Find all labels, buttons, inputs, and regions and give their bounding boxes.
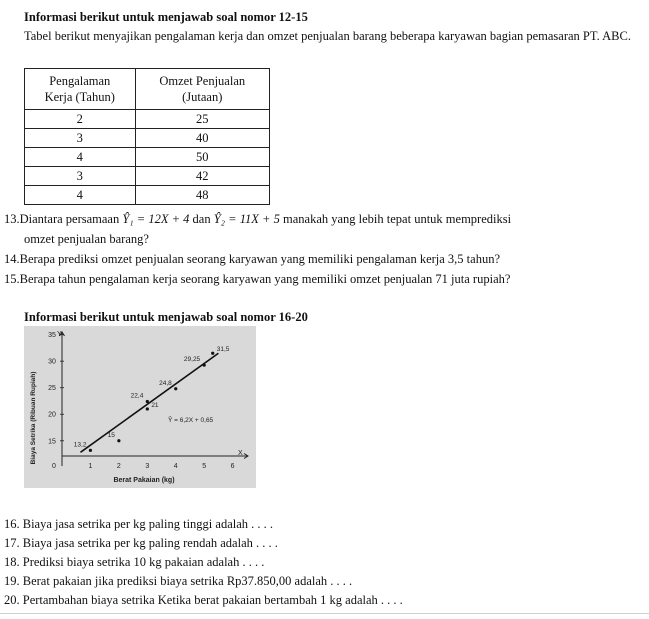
q13-equation-1: Ŷ₁ = 12X + 4 — [122, 212, 190, 226]
q13-equation-2: Ŷ₂ = 11X + 5 — [213, 212, 280, 226]
table-row — [25, 148, 270, 167]
header-omzet-line1: Omzet Penjualan — [159, 74, 246, 88]
data-point — [203, 364, 206, 367]
question-15: 15.Berapa tahun pengalaman kerja seorang karyawan yang memiliki omzet penjualan 71 juta rupiah? — [4, 272, 511, 286]
x-tick-label: 6 — [230, 463, 235, 470]
q13-prefix: 13.Diantara persamaan — [4, 212, 123, 226]
data-point — [146, 400, 149, 403]
ironing-cost-chart — [24, 326, 256, 488]
experience-omzet-table — [24, 68, 270, 205]
section1-heading: Informasi berikut untuk menjawab soal nomor 12-15 — [24, 10, 308, 24]
y-tick-label: 15 — [48, 438, 56, 446]
y-tick-label: 20 — [48, 411, 56, 419]
y-axis-label: Biaya Setrika (Ribuan Rupiah) — [30, 371, 37, 465]
x-tick-label: 4 — [173, 463, 178, 470]
table-row — [25, 167, 270, 186]
cell-experience: 4 — [25, 148, 136, 167]
chart-svg — [24, 326, 256, 488]
data-point — [89, 449, 92, 452]
q13-suffix: manakah yang lebih tepat untuk memprediksi — [279, 212, 512, 226]
cell-experience: 2 — [25, 110, 136, 129]
data-point-label: 15 — [107, 431, 115, 439]
header-experience-line1: Pengalaman — [49, 74, 111, 88]
table-row — [25, 110, 270, 129]
question-20: 20. Pertambahan biaya setrika Ketika berat pakaian bertambah 1 kg adalah . . . . — [4, 593, 403, 607]
data-point-label: 13,2 — [73, 441, 87, 449]
x-tick-label: 0 — [52, 463, 56, 470]
q13-mid: dan — [189, 212, 214, 226]
data-point-label: 29,25 — [183, 356, 201, 364]
section1-intro: Tabel berikut menyajikan pengalaman kerja dan omzet penjualan barang beberapa karyawan bagian pemasaran PT. ABC. — [24, 29, 631, 43]
data-point-label: 22,4 — [130, 392, 144, 400]
question-17: 17. Biaya jasa setrika per kg paling rendah adalah . . . . — [4, 536, 278, 550]
extra-data-point-label: 21 — [151, 401, 159, 409]
header-experience — [25, 69, 136, 110]
cell-omzet: 48 — [135, 186, 270, 205]
table-row — [25, 129, 270, 148]
cell-omzet: 50 — [135, 148, 270, 167]
regression-equation-label: Ŷ = 6,2X + 0,65 — [168, 417, 214, 424]
header-experience-line2: Kerja (Tahun) — [44, 90, 115, 104]
question-13 — [4, 211, 511, 227]
cell-omzet: 42 — [135, 167, 270, 186]
header-omzet-line2: (Jutaan) — [182, 90, 223, 104]
y-tick-label: 35 — [48, 332, 56, 340]
data-point — [174, 387, 177, 390]
x-axis-label: Berat Pakaian (kg) — [113, 477, 175, 484]
cell-experience: 4 — [25, 186, 136, 205]
x-tick-label: 2 — [116, 463, 121, 470]
question-14: 14.Berapa prediksi omzet penjualan seorang karyawan yang memiliki pengalaman kerja 3,5 tahun? — [4, 252, 501, 266]
extra-data-point — [211, 352, 214, 355]
cell-omzet: 25 — [135, 110, 270, 129]
x-tick-label: 5 — [202, 463, 207, 470]
y-tick-label: 25 — [48, 385, 56, 393]
header-omzet — [135, 69, 270, 110]
question-13-line2: omzet penjualan barang? — [24, 232, 149, 246]
question-18: 18. Prediksi biaya setrika 10 kg pakaian adalah . . . . — [4, 555, 265, 569]
cell-experience: 3 — [25, 167, 136, 186]
x-tick-label: 1 — [88, 463, 93, 470]
cell-experience: 3 — [25, 129, 136, 148]
y-axis-letter: Y — [57, 331, 62, 338]
regression-line — [80, 353, 218, 452]
question-16: 16. Biaya jasa setrika per kg paling tinggi adalah . . . . — [4, 517, 274, 531]
data-point-label: 24,8 — [159, 379, 172, 387]
page-divider — [0, 613, 649, 614]
cell-omzet: 40 — [135, 129, 270, 148]
y-tick-label: 30 — [48, 358, 56, 366]
table-row — [25, 186, 270, 205]
data-point — [117, 439, 120, 442]
question-19: 19. Berat pakaian jika prediksi biaya setrika Rp37.850,00 adalah . . . . — [4, 574, 353, 588]
x-tick-label: 3 — [145, 463, 150, 470]
x-axis-letter: X — [238, 450, 243, 457]
extra-data-point — [146, 407, 149, 410]
extra-data-point-label: 31,5 — [216, 346, 230, 354]
table-header-row — [25, 69, 270, 110]
section2-heading: Informasi berikut untuk menjawab soal nomor 16-20 — [24, 310, 308, 324]
